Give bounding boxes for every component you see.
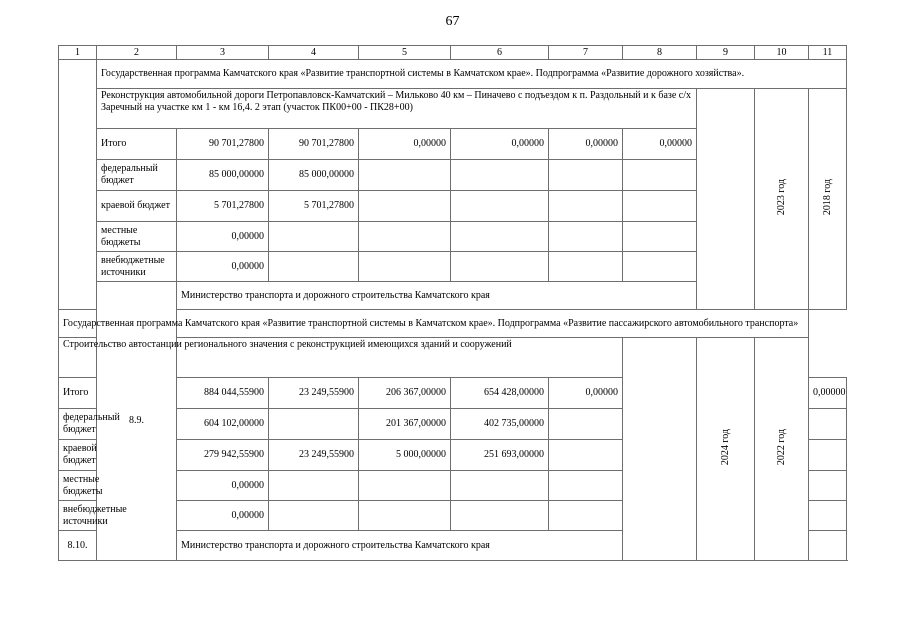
value-cell: 0,00000 bbox=[359, 129, 451, 160]
value-cell bbox=[359, 160, 451, 191]
value-cell bbox=[451, 160, 549, 191]
column-number: 6 bbox=[451, 46, 549, 60]
value-cell bbox=[549, 471, 623, 501]
value-cell: 0,00000 bbox=[177, 471, 269, 501]
value-cell: 604 102,00000 bbox=[177, 409, 269, 440]
row-label: местные бюджеты bbox=[97, 222, 177, 252]
value-cell: 23 249,55900 bbox=[269, 378, 359, 409]
row-number-cell bbox=[59, 60, 97, 310]
value-cell bbox=[269, 471, 359, 501]
value-cell bbox=[269, 501, 359, 531]
object-title: Строительство автостанции регионального значения с реконструкцией имеющихся зданий и сооружений bbox=[59, 338, 623, 378]
page-number: 67 bbox=[445, 14, 460, 29]
value-cell bbox=[809, 440, 847, 471]
budget-table bbox=[58, 45, 847, 561]
value-cell: 0,00000 bbox=[177, 222, 269, 252]
value-cell bbox=[359, 222, 451, 252]
value-cell: 85 000,00000 bbox=[177, 160, 269, 191]
value-cell bbox=[269, 222, 359, 252]
column-number: 7 bbox=[549, 46, 623, 60]
program-row bbox=[59, 60, 847, 89]
value-cell: 206 367,00000 bbox=[359, 378, 451, 409]
row-label: краевой бюджет bbox=[59, 440, 97, 471]
ministry-title: Министерство транспорта и дорожного строительства Камчатского края bbox=[177, 282, 847, 310]
value-cell: 279 942,55900 bbox=[177, 440, 269, 471]
value-cell bbox=[359, 191, 451, 222]
value-cell: 85 000,00000 bbox=[269, 160, 359, 191]
value-cell: 5 701,27800 bbox=[269, 191, 359, 222]
value-cell: 0,00000 bbox=[623, 129, 697, 160]
row-label: Итого bbox=[59, 378, 97, 409]
value-cell bbox=[809, 501, 847, 531]
value-cell bbox=[451, 222, 549, 252]
value-cell: 654 428,00000 bbox=[451, 378, 549, 409]
row-number: 8.9. bbox=[97, 282, 177, 561]
value-cell: 251 693,00000 bbox=[451, 440, 549, 471]
value-cell: 0,00000 bbox=[549, 378, 623, 409]
value-cell bbox=[549, 440, 623, 471]
value-cell: 0,00000 bbox=[809, 378, 847, 409]
value-cell: 0,00000 bbox=[549, 129, 623, 160]
column-number-row bbox=[59, 46, 847, 60]
column-number: 11 bbox=[809, 46, 847, 60]
value-cell bbox=[809, 409, 847, 440]
column-number: 10 bbox=[755, 46, 809, 60]
value-cell bbox=[549, 409, 623, 440]
column-number: 3 bbox=[177, 46, 269, 60]
value-cell: 23 249,55900 bbox=[269, 440, 359, 471]
row-label: местные бюджеты bbox=[59, 471, 97, 501]
ministry-row bbox=[59, 531, 847, 561]
value-cell bbox=[623, 191, 697, 222]
value-cell bbox=[359, 471, 451, 501]
completion-year: 2023 год bbox=[755, 89, 809, 310]
object-title: Реконструкция автомобильной дороги Петропавловск-Камчатский – Мильково 40 км – Пиначево с подъездом к п. Раздольный и к базе с/х Заречный на участке км 1 - км 16,4. 2 этап (участок ПК00+00 - ПК28+00) bbox=[97, 89, 697, 129]
value-cell: 5 000,00000 bbox=[359, 440, 451, 471]
value-cell bbox=[269, 409, 359, 440]
value-cell bbox=[549, 191, 623, 222]
value-cell bbox=[623, 252, 697, 282]
value-cell: 90 701,27800 bbox=[177, 129, 269, 160]
value-cell bbox=[359, 252, 451, 282]
value-cell bbox=[623, 222, 697, 252]
program-title: Государственная программа Камчатского края «Развитие транспортной системы в Камчатском крае». Подпрограмма «Развитие пассажирского автомобильного транспорта» bbox=[59, 310, 809, 338]
value-cell bbox=[451, 191, 549, 222]
value-cell bbox=[451, 252, 549, 282]
row-label: внебюджетные источники bbox=[97, 252, 177, 282]
program-row bbox=[59, 310, 847, 338]
program-title: Государственная программа Камчатского края «Развитие транспортной системы в Камчатском крае». Подпрограмма «Развитие дорожного хозяйства». bbox=[97, 60, 847, 89]
value-cell: 90 701,27800 bbox=[269, 129, 359, 160]
column-number: 4 bbox=[269, 46, 359, 60]
value-cell: 5 701,27800 bbox=[177, 191, 269, 222]
value-cell: 0,00000 bbox=[451, 129, 549, 160]
col-9-cell bbox=[697, 89, 755, 310]
row-label: Итого bbox=[97, 129, 177, 160]
value-cell bbox=[451, 471, 549, 501]
start-year: 2018 год bbox=[809, 89, 847, 310]
start-year: 2022 год bbox=[755, 338, 809, 561]
value-cell bbox=[451, 501, 549, 531]
column-number: 5 bbox=[359, 46, 451, 60]
row-label: внебюджетные источники bbox=[59, 501, 97, 531]
column-number: 1 bbox=[59, 46, 97, 60]
value-cell bbox=[549, 252, 623, 282]
ministry-title: Министерство транспорта и дорожного строительства Камчатского края bbox=[177, 531, 847, 561]
col-9-cell bbox=[623, 338, 697, 561]
value-cell bbox=[623, 160, 697, 191]
row-label: федеральный бюджет bbox=[59, 409, 97, 440]
row-label: краевой бюджет bbox=[97, 191, 177, 222]
value-cell: 0,00000 bbox=[177, 501, 269, 531]
value-cell: 402 735,00000 bbox=[451, 409, 549, 440]
value-cell bbox=[359, 501, 451, 531]
value-cell bbox=[549, 160, 623, 191]
column-number: 9 bbox=[697, 46, 755, 60]
value-cell bbox=[549, 501, 623, 531]
column-number: 8 bbox=[623, 46, 697, 60]
object-row bbox=[59, 338, 847, 378]
value-cell: 0,00000 bbox=[177, 252, 269, 282]
value-cell: 884 044,55900 bbox=[177, 378, 269, 409]
object-row bbox=[59, 89, 847, 129]
column-number: 2 bbox=[97, 46, 177, 60]
ministry-row bbox=[59, 282, 847, 310]
row-label: федеральный бюджет bbox=[97, 160, 177, 191]
row-number: 8.10. bbox=[59, 531, 97, 561]
completion-year: 2024 год bbox=[697, 338, 755, 561]
value-cell bbox=[809, 471, 847, 501]
value-cell bbox=[269, 252, 359, 282]
value-cell: 201 367,00000 bbox=[359, 409, 451, 440]
value-cell bbox=[549, 222, 623, 252]
